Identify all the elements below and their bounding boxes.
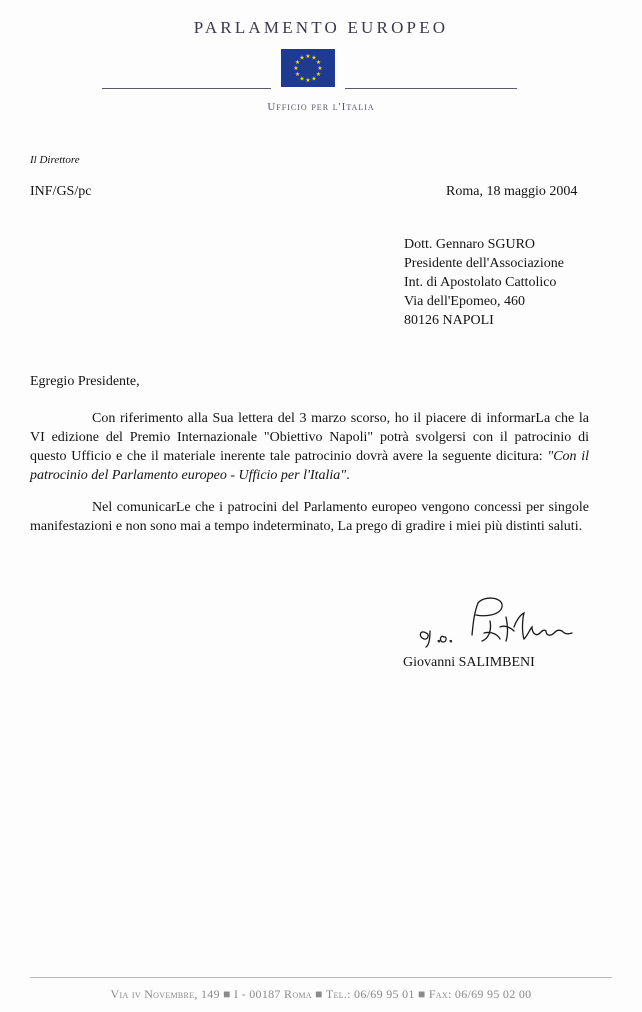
paragraph-2-text: Nel comunicarLe che i patrocini del Parlamento europeo vengono concessi per singole manifestazioni e non sono mai a tempo indeterminato, La prego di gradire i miei più distinti saluti. <box>30 500 589 534</box>
paragraph-1-quote: "Con il patrocinio del Parlamento europeo - Ufficio per l'Italia" <box>30 449 589 483</box>
flag-star: ★ <box>294 72 301 78</box>
eu-flag-icon <box>281 49 335 87</box>
footer-address: Via iv Novembre, 149 ■ I - 00187 Roma ■ Tel.: 06/69 95 01 ■ Fax: 06/69 95 02 00 <box>110 987 532 1001</box>
paragraph-1-text: Con riferimento alla Sua lettera del 3 marzo scorso, ho il piacere di informarLa che la VI edizione del Premio Internazionale "Obiettivo Napoli" potrà svolgersi con il patrocinio di questo Ufficio e che il materiale inerente tale patrocinio dovrà avere la seguente dicitura: <box>30 411 589 464</box>
recipient-line: Presidente dell'Associazione <box>404 256 564 271</box>
signatory-name: Giovanni SALIMBENI <box>403 655 535 670</box>
body-paragraph-1 <box>30 409 589 485</box>
salutation: Egregio Presidente, <box>30 374 140 389</box>
flag-star: ★ <box>294 60 301 66</box>
paragraph-1-end: . <box>346 468 350 483</box>
body-paragraph-2 <box>30 498 589 536</box>
recipient-line: Dott. Gennaro SGURO <box>404 237 536 252</box>
recipient-line: Int. di Apostolato Cattolico <box>404 275 557 290</box>
reference-code: INF/GS/pc <box>30 184 92 199</box>
flag-star: ★ <box>305 78 311 84</box>
flag-star: ★ <box>293 66 299 72</box>
flag-star: ★ <box>311 55 317 62</box>
flag-star: ★ <box>317 66 323 72</box>
header-rule-right <box>345 88 517 89</box>
flag-star: ★ <box>305 54 311 60</box>
letter-date: Roma, 18 maggio 2004 <box>446 184 578 199</box>
flag-star: ★ <box>315 60 322 66</box>
office-name: Ufficio per l'Italia <box>267 101 375 113</box>
recipient-line: 80126 NAPOLI <box>404 313 494 328</box>
organization-name: PARLAMENTO EUROPEO <box>193 18 449 37</box>
flag-star: ★ <box>311 76 317 83</box>
flag-star: ★ <box>299 55 305 62</box>
flag-star: ★ <box>299 76 305 83</box>
recipient-line: Via dell'Epomeo, 460 <box>404 294 526 309</box>
header-rule-left <box>102 88 271 89</box>
recipient-address <box>404 235 564 330</box>
handwritten-signature <box>412 587 582 651</box>
flag-star: ★ <box>315 72 322 78</box>
sender-role: Il Direttore <box>30 154 80 166</box>
footer-rule <box>30 977 612 978</box>
